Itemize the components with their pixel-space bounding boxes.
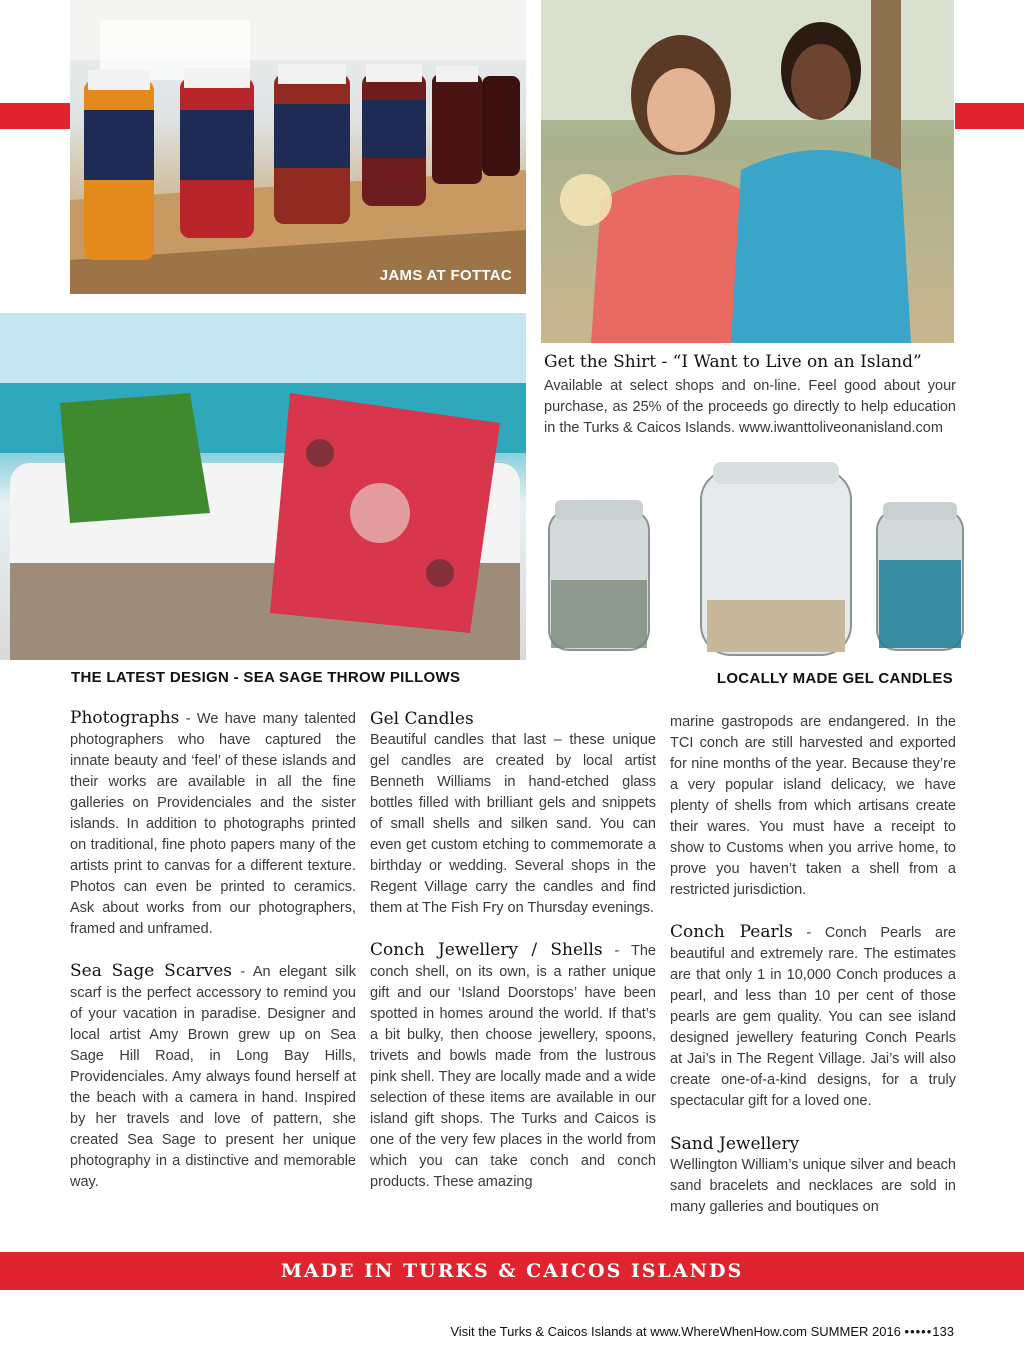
candles-text: Beautiful candles that last – these unique gel candles are created by local artist Benneth Williams in hand-etched glass bottles filled with brilliant gels and snippets of small shells and silken sand. You can even get custom etching to commemorate a birthday or wedding. Several shops in the Regent Village carry the candles and find them at The Fish Fry on Thursday evenings.: [370, 732, 656, 916]
photographs-text: - We have many talented photographers who have captured the innate beauty and ‘feel’ of these islands and their works are available in all the fine galleries on Providenciales and the sister islands. In addition to photographs printed on traditional, fine photo papers many of the artists print to canvas for a different texture. Photos can even be printed to ceramics. Ask about works from our photographers, framed and unframed.: [70, 711, 356, 937]
page-footer: [450, 1324, 954, 1339]
page-number: 133: [932, 1324, 954, 1339]
column-3: [670, 712, 956, 1239]
sand-heading: Sand Jewellery: [670, 1134, 800, 1154]
conch-text: - The conch shell, on its own, is a rather unique gift and our ‘Island Doorstops’ have been spotted in homes around the world. If that’s a bit bulky, then choose jewellery, spoons, trivets and bowls made from the lustrous pink shell. They are locally made and a wide selection of these items are available in our island gift shops. The Turks and Caicos is one of the very few places in the world from which you can take conch and conch products. These amazing: [370, 943, 656, 1190]
scarves-paragraph: [70, 961, 356, 1193]
jams-caption: JAMS AT FOTTAC: [379, 267, 512, 284]
footer-dots: •••••: [904, 1324, 933, 1339]
candles-illustration: [541, 460, 971, 660]
shirt-illustration: [541, 0, 954, 343]
sand-text: Wellington William’s unique silver and beach sand bracelets and necklaces are sold in many galleries and boutiques on: [670, 1157, 956, 1215]
scarves-heading: Sea Sage Scarves: [70, 961, 232, 981]
jams-illustration: [70, 0, 526, 294]
conch-continued-paragraph: marine gastropods are endangered. In the TCI conch are still harvested and exported for nine months of the year. Because they’re a very popular island delicacy, we have plenty of shells from which artisans create their wares. You must have a receipt to show to Customs when you arrive home, to prove you haven’t taken a shell from a restricted jurisdiction.: [670, 714, 956, 898]
candles-paragraph: [370, 708, 656, 919]
pillows-illustration: [0, 313, 526, 660]
jams-photo: [70, 0, 526, 294]
photographs-paragraph: [70, 708, 356, 940]
red-tab-right: [955, 103, 1024, 129]
shirt-title: Get the Shirt - “I Want to Live on an Island”: [544, 352, 922, 372]
pearls-text: - Conch Pearls are beautiful and extremely rare. The estimates are that only 1 in 10,000 Conch produces a pearl, and less than 10 per cent of those pearls are gem quality. You can see island designed jewellery featuring Conch Pearls at Jai’s in The Regent Village. Jai’s will also create one-of-a-kind designs, for a truly spectacular gift for a loved one.: [670, 925, 956, 1109]
pillows-photo: [0, 313, 526, 660]
sand-paragraph: [670, 1133, 956, 1218]
section-banner: MADE IN TURKS & CAICOS ISLANDS: [0, 1252, 1024, 1290]
scarves-text: - An elegant silk scarf is the perfect accessory to remind you of your vacation in paradise. Designer and local artist Amy Brown grew up on Sea Sage Hill Road, in Long Bay Hills, Providenciales. Amy always found herself at the beach with a camera in hand. Inspired by her travels and love of pattern, she created Sea Sage to present her unique photography in a distinctive and memorable way.: [70, 964, 356, 1190]
photographs-heading: Photographs: [70, 708, 180, 728]
red-tab-left: [0, 103, 70, 129]
candles-heading: Gel Candles: [370, 709, 474, 729]
shirt-text: Available at select shops and on-line. Feel good about your purchase, as 25% of the proceeds go directly to help education in the Turks & Caicos Islands. www.iwanttoliveonanisland.com: [544, 378, 956, 436]
column-2: [370, 708, 656, 1214]
shirt-photo: [541, 0, 954, 343]
column-1: [70, 708, 356, 1214]
pearls-heading: Conch Pearls: [670, 922, 793, 942]
candles-photo: [541, 460, 971, 660]
pillows-caption: THE LATEST DESIGN - SEA SAGE THROW PILLOWS: [71, 669, 461, 686]
pearls-paragraph: [670, 922, 956, 1112]
conch-paragraph: [370, 940, 656, 1193]
candles-caption: LOCALLY MADE GEL CANDLES: [716, 670, 953, 687]
conch-heading: Conch Jewellery / Shells: [370, 940, 603, 960]
footer-visit-text: Visit the Turks & Caicos Islands at www.WhereWhenHow.com SUMMER 2016: [450, 1324, 905, 1339]
shirt-text-block: [544, 352, 956, 439]
